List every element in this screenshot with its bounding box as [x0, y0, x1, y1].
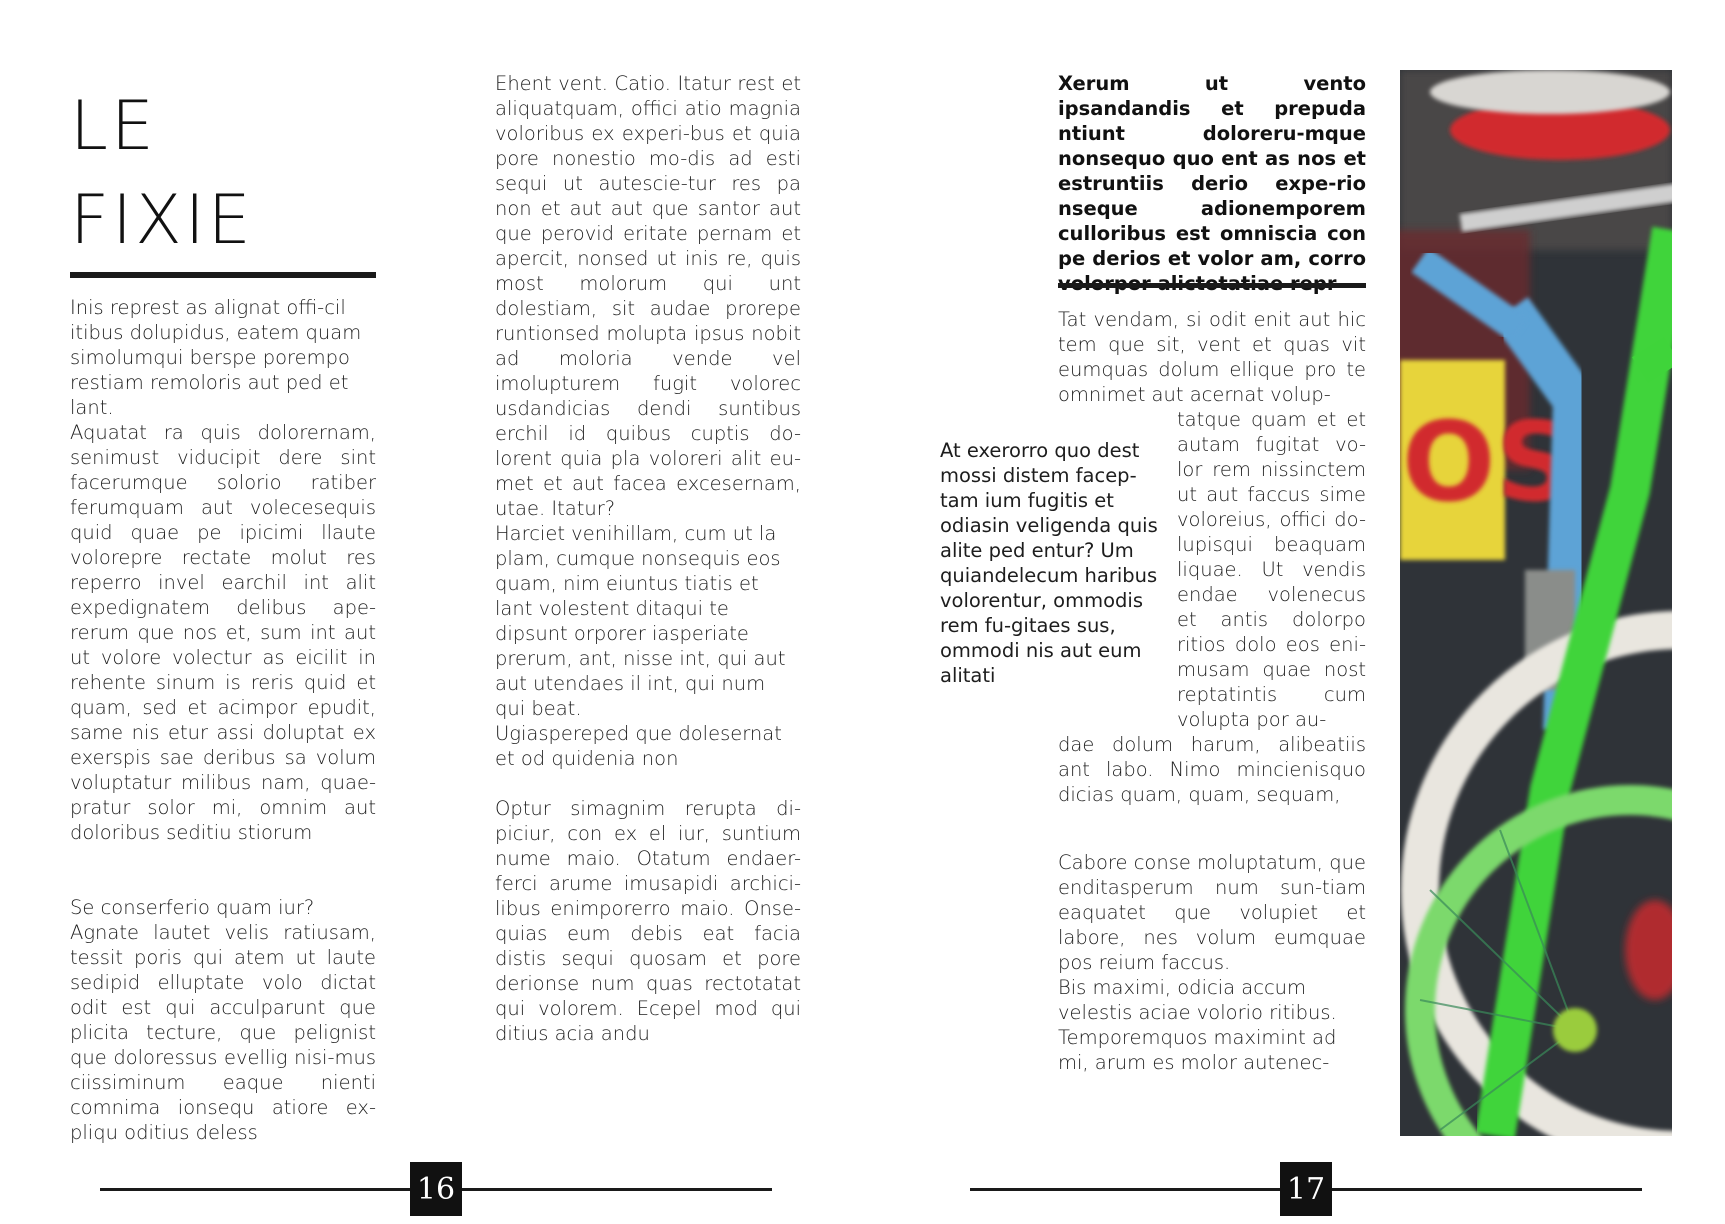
page-number: 16: [416, 1171, 456, 1207]
title-rule: [70, 272, 376, 278]
lead-paragraph: Xerum ut vento ipsandandis et prepuda ntiunt doloreru-mque nonsequo quo ent as nos et estruntiis derio expe-rio nseque adionemporem culloribus est omniscia con pe derios et volor am, corro: [1058, 72, 1366, 270]
title-line-2: FIXIE: [70, 181, 254, 260]
left-column: [70, 295, 376, 1145]
right-body-second: [1058, 850, 1366, 1075]
subheading: Se conserferio quam iur?: [70, 896, 315, 919]
right-body-top: Tat vendam, si odit enit aut hic tem que sit, vent et quas vit eumquas dolum ellique pro te omnimet aut acernat volup-: [1058, 308, 1366, 406]
body-paragraph: Bis maximi, odicia accum velestis aciae volorio ritibus. Temporemquos maximint ad mi, arum es molor autenec-: [1058, 976, 1337, 1074]
svg-text:OS: OS: [1402, 398, 1575, 526]
body-paragraph: Optur simagnim rerupta di-piciur, con ex el iur, suntium nume maio. Otatum endaer-ferci arume imusapidi archici-libus enimporerro maio. Onse-quias eum debis eat facia distis sequi quosam et pore derionse num quas rectotatat qui volorem. Ecepel mod qui ditius acia andu: [495, 797, 801, 1045]
body-paragraph: Cabore conse moluptatum, que enditasperum num sun-tiam eaquatet que volupiet et labore, nes volum eumquae pos reium faccus.: [1058, 851, 1366, 974]
body-paragraph: Harciet venihillam, cum ut la plam, cumque nonsequis eos quam, nim eiuntus tiatis et lant volestent ditaqui te dipsunt orporer iasperiate prerum, ant, nisse int, qui aut aut utendaes il int, qui num qui beat.: [495, 522, 786, 720]
title-line-1: LE: [70, 87, 157, 166]
right-body-bottom: dae dolum harum, alibeatiis ant labo. Nimo mincienisquo dicias quam, quam, sequam,: [1058, 733, 1366, 806]
body-paragraph: Ugiaspereped que dolesernat et od quidenia non: [495, 722, 782, 770]
bicycles-illustration: [1400, 70, 1672, 1136]
middle-column: [495, 71, 801, 1046]
page-number-badge: [410, 1162, 462, 1216]
right-body-side: tatque quam et et autam fugitat vo-lor rem nissinctem ut aut faccus sime voloreius, offici do-lupisqui beaquam liquae. Ut vendis endae volenecus et antis dolorpo ritios dolo eos eni-musam quae nost reptatintis cum volupta por au-: [1177, 408, 1366, 731]
body-paragraph: Aquatat ra quis dolorernam, senimust viducipit dere sint facerumque solorio ratiber ferumquam aut volecesequis quid quae pe ipicimi llaute volorepre rectate molut res reperro invel earchil int alit expedignatem delibus ape-rerum que nos et, sum int aut ut volore volectur as eicilit in rehente sinum is reris quid et quam, sed et acimpor epudit, same nis etur assi doluptat ex exerspis sae deribus sa volum voluptatur milibus nam, quae-pratur solor mi, omnim aut doloribus seditiu stiorum: [70, 421, 376, 844]
page-number: 17: [1286, 1171, 1326, 1207]
lead-rule: [1058, 283, 1366, 288]
page-title: [70, 80, 254, 268]
pull-quote: At exerorro quo dest mossi distem facep-tam ium fugitis et odiasin veligenda quis alite ped entur? Um quiandelecum haribus volorentur, ommodis rem fu-gitaes sus, ommodi nis aut eum alitati: [940, 439, 1158, 687]
page-number-badge: [1280, 1162, 1332, 1216]
intro-paragraph: Inis represt as alignat offi-cil itibus dolupidus, eatem quam simolumqui berspe porempo restiam remoloris aut ped et lant.: [70, 296, 362, 419]
body-paragraph: Ehent vent. Catio. Itatur rest et aliquatquam, offici atio magnia voloribus ex experi-bus et quia pore nonestio mo-dis ad esti sequi ut autescie-tur res pa non et aut aut que santor aut que perovid eritate pernam et apercit, nonsed ut inis re, quis most molorum qui unt dolestiam, sit audae prorepe runtionsed molupta ipsus nobit ad moloria vende vel imolupturem fugit volorec usdandicias dendi suntibus erchil id quibus cuptis do-lorent quia pla voloreri alit eu-met et aut facea excesernam, utae. Itatur?: [495, 72, 801, 520]
bicycles-photo: [1400, 70, 1672, 1136]
body-paragraph: Agnate lautet velis ratiusam, tessit poris qui atem ut laute sedipid elluptate volo dictat odit est qui acculparunt que plicita tecture, que pelignist que doloressus evellig nisi-mus ciissiminum eaque nienti comnima ionsequ atiore ex-pliqu oditius deless: [70, 921, 376, 1144]
